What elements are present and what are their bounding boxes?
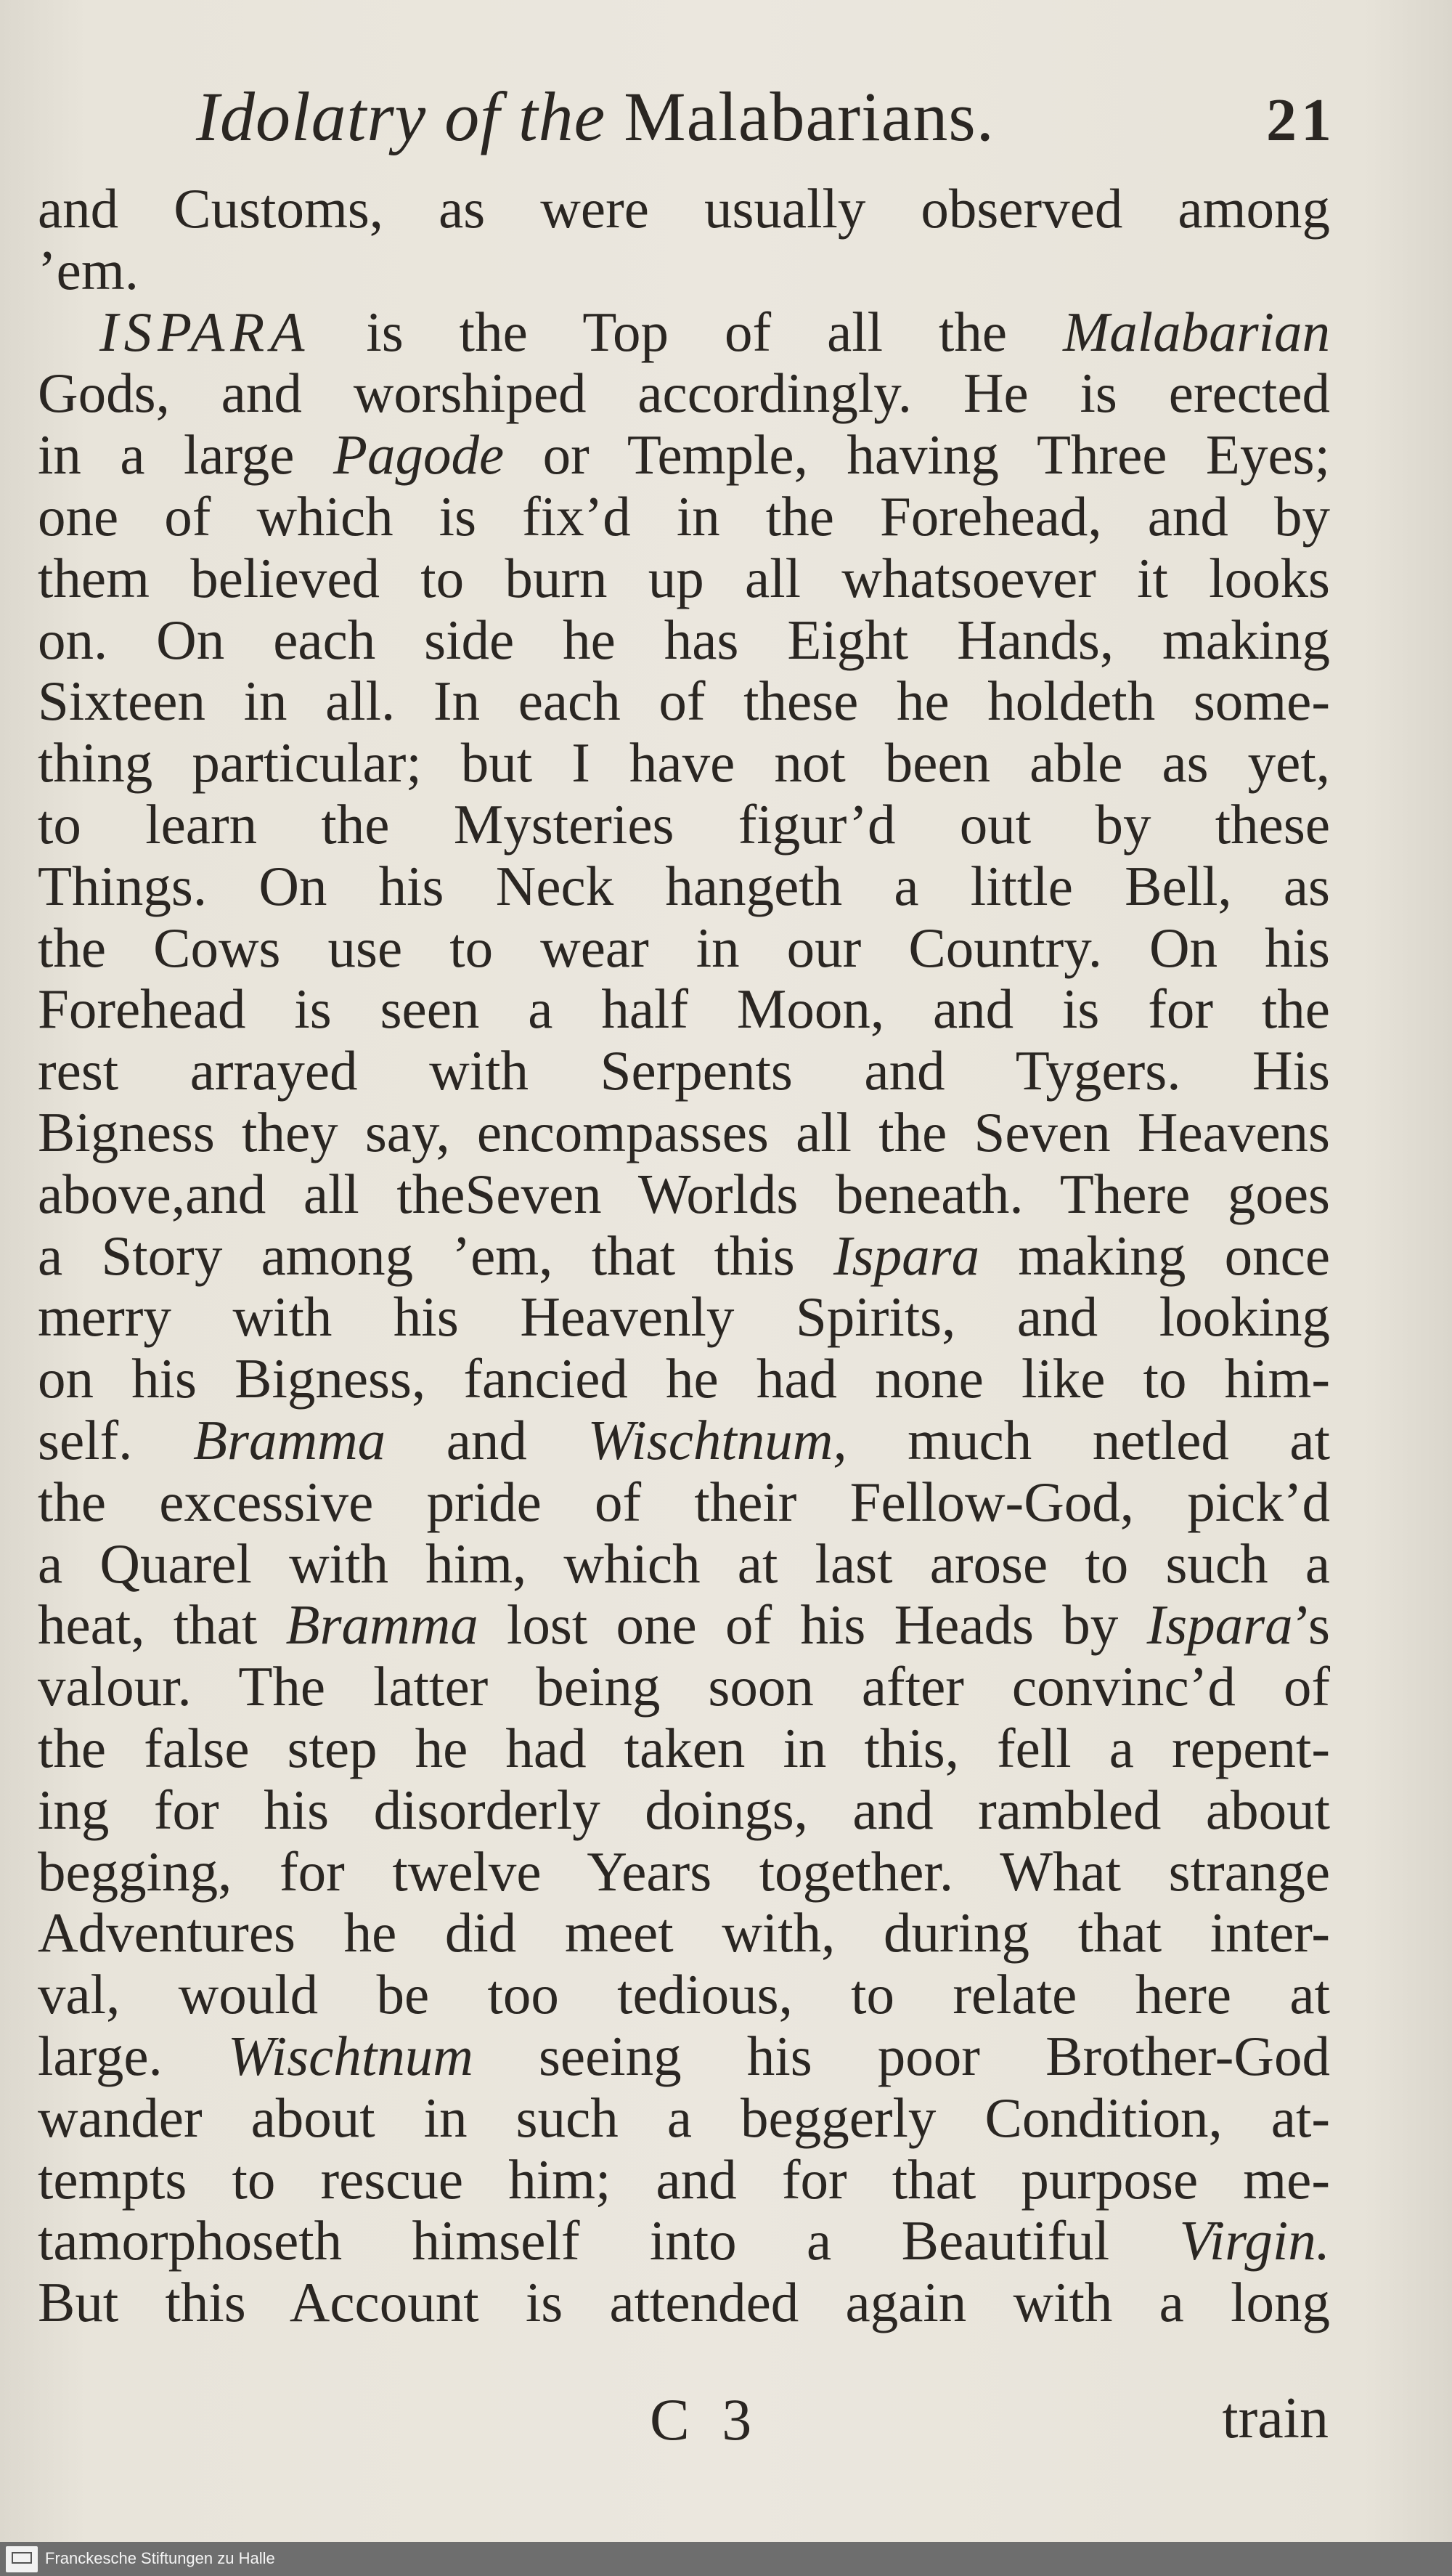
- text-line: Adventures he did meet with, during that inter-: [38, 1901, 1330, 1964]
- text-line: above,and all theSeven Worlds beneath. There goes: [38, 1162, 1330, 1225]
- italic-malabarian: Malabarian: [1063, 300, 1331, 363]
- archive-footer-bar: [0, 2542, 1452, 2576]
- text-line-part: and: [446, 1408, 527, 1471]
- text-line-part: seeing his poor Brother-God: [538, 2024, 1331, 2087]
- text-line-part: self.: [38, 1408, 133, 1471]
- italic-ispara: Ispara: [833, 1224, 980, 1287]
- italic-bramma: Bramma: [192, 1408, 386, 1471]
- text-line: a Quarel with him, which at last arose to such a: [38, 1532, 1330, 1595]
- text-line: the excessive pride of their Fellow-God, pick’d: [38, 1470, 1330, 1533]
- text-line: rest arrayed with Serpents and Tygers. His: [38, 1039, 1330, 1102]
- signature-mark: C 3: [650, 2386, 761, 2453]
- text-line: merry with his Heavenly Spirits, and looking: [38, 1285, 1330, 1349]
- body-text: [38, 178, 1330, 2333]
- archive-label: Franckesche Stiftungen zu Halle: [45, 2549, 275, 2567]
- text-line: [38, 2210, 1330, 2272]
- text-line-part: in a large: [38, 423, 295, 487]
- text-line: [38, 1594, 1330, 1656]
- text-line: Forehead is seen a half Moon, and is for the: [38, 978, 1330, 1041]
- text-line-part: [1147, 1593, 1330, 1656]
- text-line: [38, 2026, 1330, 2087]
- text-line: [38, 301, 1330, 363]
- text-line-part: is the Top of all the: [366, 300, 1008, 363]
- text-line: them believed to burn up all whatsoever it looks: [38, 546, 1330, 609]
- text-line: tempts to rescue him; and for that purpose me-: [38, 2148, 1330, 2211]
- text-line: on his Bigness, fancied he had none like to him-: [38, 1347, 1330, 1410]
- running-title-roman: Malabarians.: [624, 78, 995, 155]
- text-line-part: heat, that: [38, 1593, 258, 1657]
- text-line: begging, for twelve Years together. What strange: [38, 1840, 1330, 1903]
- text-line: Things. On his Neck hangeth a little Bell, as: [38, 854, 1330, 917]
- text-line-part: lost one of his Heads by: [507, 1593, 1119, 1657]
- text-line: the false step he had taken in this, fell a repent-: [38, 1716, 1330, 1779]
- text-line: [38, 1410, 1330, 1471]
- italic-wischtnum: Wischtnum: [227, 2024, 473, 2087]
- text-line: [38, 424, 1330, 486]
- catchword: train: [1222, 2386, 1329, 2450]
- text-line: Sixteen in all. In each of these he holdeth some-: [38, 670, 1330, 733]
- text-line-part: a Story among ’em, that this: [38, 1224, 795, 1287]
- running-title-italic: Idolatry of the: [196, 78, 606, 155]
- text-line: [38, 1225, 1330, 1287]
- text-line-part: much netled at: [908, 1408, 1330, 1471]
- italic-virgin: Virgin.: [1179, 2209, 1330, 2272]
- italic-wischtnum: Wischtnum,: [587, 1408, 847, 1471]
- text-line: on. On each side he has Eight Hands, making: [38, 608, 1330, 671]
- text-line: wander about in such a beggerly Condition, at-: [38, 2086, 1330, 2149]
- italic-pagode: Pagode: [333, 423, 505, 487]
- page-number: 21: [1266, 86, 1336, 154]
- text-line: the Cows use to wear in our Country. On his: [38, 916, 1330, 979]
- text-line: Gods, and worshiped accordingly. He is erected: [38, 362, 1330, 425]
- text-line: ’em.: [38, 238, 139, 301]
- text-line-part: ’s: [1292, 1593, 1331, 1657]
- ispara-caps: ISPARA: [99, 300, 311, 363]
- text-line-part: or Temple, having Three Eyes;: [542, 423, 1330, 487]
- text-line: one of which is fix’d in the Forehead, and by: [38, 484, 1330, 548]
- italic-ispara: Ispara: [1146, 1593, 1293, 1657]
- text-line-part: tamorphoseth himself into a Beautiful: [38, 2209, 1110, 2272]
- text-line: thing particular; but I have not been able as yet,: [38, 731, 1330, 795]
- text-line-part: making once: [1018, 1224, 1331, 1287]
- text-line: But this Account is attended again with a long: [38, 2271, 1330, 2334]
- running-head: [196, 76, 1336, 156]
- text-line: and Customs, as were usually observed among: [38, 177, 1330, 240]
- text-line: Bigness they say, encompasses all the Seven Heavens: [38, 1100, 1330, 1163]
- text-line: ing for his disorderly doings, and rambled about: [38, 1778, 1330, 1841]
- text-line: valour. The latter being soon after convinc’d of: [38, 1655, 1330, 1718]
- archive-logo-icon: [6, 2546, 38, 2572]
- running-title: [196, 76, 995, 157]
- italic-bramma: Bramma: [285, 1593, 478, 1657]
- text-line: to learn the Mysteries figur’d out by these: [38, 792, 1330, 856]
- text-line: val, would be too tedious, to relate here at: [38, 1963, 1330, 2026]
- text-line-part: large.: [38, 2024, 163, 2087]
